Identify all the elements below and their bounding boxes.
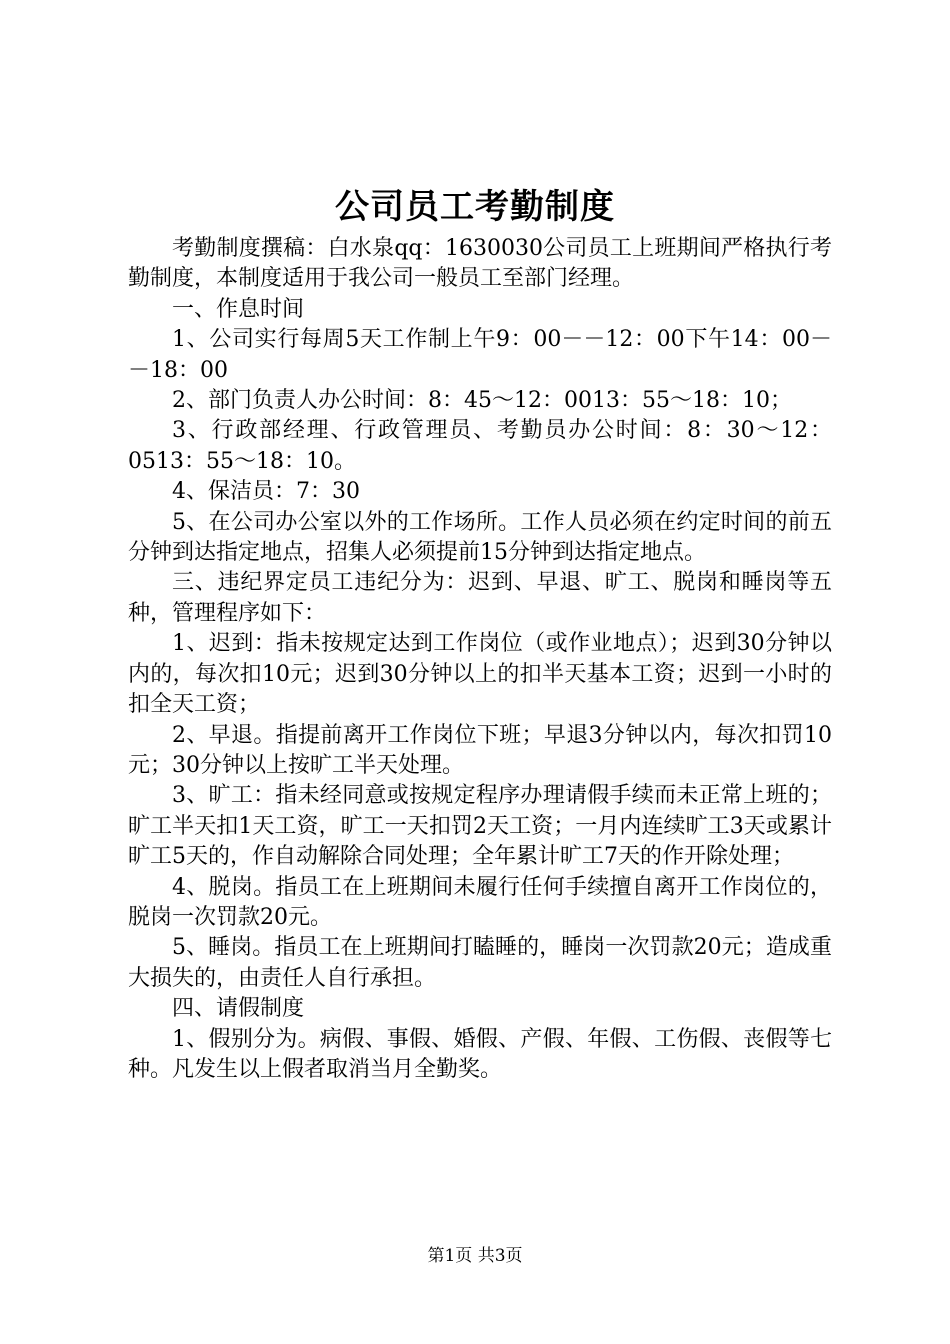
- paragraph-department-head-hours: 2、部门负责人办公时间：8：45～12：0013：55～18：10；: [172, 388, 792, 414]
- section-heading-discipline: 三、违纪界定员工违纪分为：迟到、早退、旷工、脱岗和睡岗等五种，管理程序如下：: [128, 570, 832, 626]
- paragraph-cleaner-hours: 4、保洁员：7：30: [172, 479, 360, 505]
- paragraph-leaving-post: 4、脱岗。指员工在上班期间未履行任何手续擅自离开工作岗位的，脱岗一次罚款20元。: [128, 874, 832, 930]
- document-body: [128, 234, 832, 1085]
- paragraph-absence: 3、旷工：指未经同意或按规定程序办理请假手续而未正常上班的；旷工半天扣1天工资，旷工一天扣罚2天工资；一月内连续旷工3天或累计旷工5天的，作自动解除合同处理；全年累计旷工7天的作开除处理；: [128, 783, 832, 870]
- page-footer: 第1页 共3页: [427, 1246, 523, 1266]
- section-heading-leave: 四、请假制度: [172, 996, 305, 1022]
- document-title: 公司员工考勤制度: [335, 187, 615, 227]
- paragraph-late-arrival: 1、迟到：指未按规定达到工作岗位（或作业地点）；迟到30分钟以内的，每次扣10元；迟到30分钟以上的扣半天基本工资；迟到一小时的扣全天工资；: [128, 631, 832, 718]
- paragraph-early-leave: 2、早退。指提前离开工作岗位下班；早退3分钟以内，每次扣罚10元；30分钟以上按旷工半天处理。: [128, 722, 832, 778]
- paragraph-sleeping-on-duty: 5、睡岗。指员工在上班期间打瞌睡的，睡岗一次罚款20元；造成重大损失的，由责任人自行承担。: [128, 935, 832, 991]
- paragraph-work-week: 1、公司实行每周5天工作制上午9：00－－12：00下午14：00－－18：00: [128, 327, 832, 383]
- section-heading-work-hours: 一、作息时间: [172, 296, 305, 322]
- paragraph-admin-hours: 3、行政部经理、行政管理员、考勤员办公时间：8：30～12：0513：55～18：10。: [128, 418, 832, 474]
- paragraph-intro: 考勤制度撰稿：白水泉qq：1630030公司员工上班期间严格执行考勤制度，本制度适用于我公司一般员工至部门经理。: [128, 236, 832, 292]
- paragraph-leave-types: 1、假别分为。病假、事假、婚假、产假、年假、工伤假、丧假等七种。凡发生以上假者取消当月全勤奖。: [128, 1026, 832, 1082]
- paragraph-offsite-work: 5、在公司办公室以外的工作场所。工作人员必须在约定时间的前五分钟到达指定地点，招集人必须提前15分钟到达指定地点。: [128, 509, 832, 566]
